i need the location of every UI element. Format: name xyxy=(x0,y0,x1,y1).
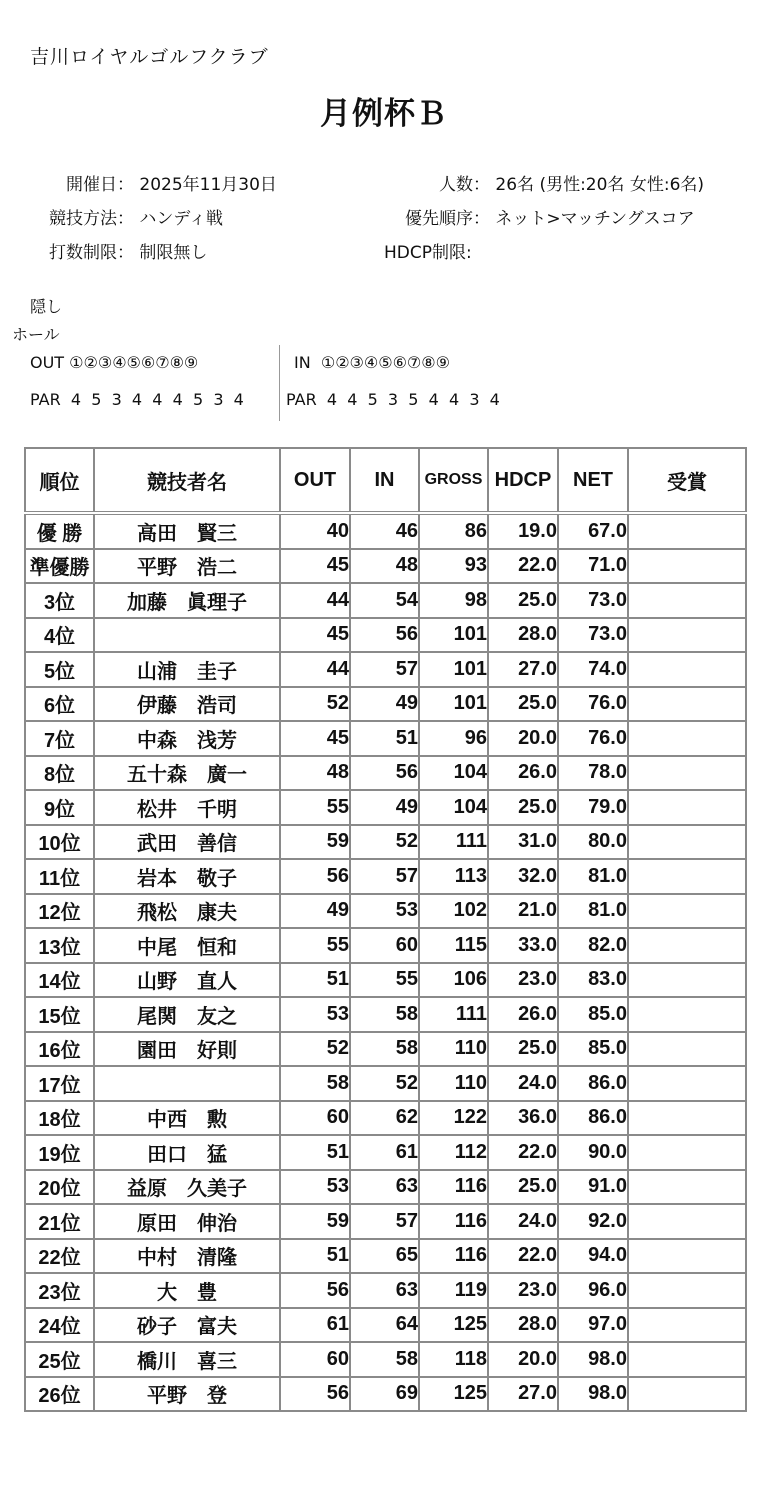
cell-out: 45 xyxy=(280,618,350,653)
header-gross: GROSS xyxy=(419,448,488,513)
cell-out: 52 xyxy=(280,687,350,722)
cell-in: 53 xyxy=(350,894,419,929)
cell-name xyxy=(94,618,280,653)
date-value: 2025年11月30日 xyxy=(139,175,277,195)
cell-rank: 11位 xyxy=(25,859,94,894)
cell-name: 中村 清隆 xyxy=(94,1239,280,1274)
table-row xyxy=(25,825,746,860)
cell-hdcp: 27.0 xyxy=(488,1377,558,1412)
cell-in: 57 xyxy=(350,652,419,687)
cell-rank: 25位 xyxy=(25,1342,94,1377)
cell-hdcp: 32.0 xyxy=(488,859,558,894)
cell-hdcp: 25.0 xyxy=(488,1032,558,1067)
cell-in: 51 xyxy=(350,721,419,756)
cell-net: 76.0 xyxy=(558,721,628,756)
cell-rank: 7位 xyxy=(25,721,94,756)
cell-in: 63 xyxy=(350,1273,419,1308)
cell-gross: 119 xyxy=(419,1273,488,1308)
cell-in: 58 xyxy=(350,1032,419,1067)
participant-count xyxy=(400,170,704,195)
cell-name: 益原 久美子 xyxy=(94,1170,280,1205)
cell-rank: 8位 xyxy=(25,756,94,791)
table-row xyxy=(25,721,746,756)
cell-gross: 98 xyxy=(419,583,488,618)
cell-gross: 113 xyxy=(419,859,488,894)
cell-in: 58 xyxy=(350,1342,419,1377)
table-row xyxy=(25,963,746,998)
cell-out: 51 xyxy=(280,1239,350,1274)
cell-gross: 112 xyxy=(419,1135,488,1170)
cell-out: 59 xyxy=(280,1204,350,1239)
cell-in: 63 xyxy=(350,1170,419,1205)
cell-rank: 16位 xyxy=(25,1032,94,1067)
cell-net: 90.0 xyxy=(558,1135,628,1170)
limit-label: 打数制限： xyxy=(49,243,134,263)
cell-hdcp: 28.0 xyxy=(488,618,558,653)
cell-name: 武田 善信 xyxy=(94,825,280,860)
cell-award xyxy=(628,1101,746,1136)
cell-in: 52 xyxy=(350,1066,419,1101)
cell-rank: 4位 xyxy=(25,618,94,653)
header-row xyxy=(25,448,746,513)
cell-hdcp: 24.0 xyxy=(488,1204,558,1239)
cell-net: 81.0 xyxy=(558,894,628,929)
cell-net: 73.0 xyxy=(558,618,628,653)
cell-in: 58 xyxy=(350,997,419,1032)
limit-value: 制限無し xyxy=(139,243,208,263)
cell-hdcp: 19.0 xyxy=(488,513,558,549)
cell-name: 中西 勲 xyxy=(94,1101,280,1136)
cell-gross: 110 xyxy=(419,1032,488,1067)
cell-out: 55 xyxy=(280,790,350,825)
cell-gross: 116 xyxy=(419,1239,488,1274)
cell-name: 山野 直人 xyxy=(94,963,280,998)
cell-name xyxy=(94,1066,280,1101)
cell-rank: 5位 xyxy=(25,652,94,687)
cell-award xyxy=(628,652,746,687)
cell-gross: 104 xyxy=(419,756,488,791)
cell-award xyxy=(628,928,746,963)
hidden-holes-label-line2: ホール xyxy=(12,325,60,344)
cell-out: 56 xyxy=(280,1377,350,1412)
table-row xyxy=(25,756,746,791)
cell-net: 83.0 xyxy=(558,963,628,998)
cell-out: 60 xyxy=(280,1101,350,1136)
out-hidden-holes: OUT ①②③④⑤⑥⑦⑧⑨ xyxy=(30,353,199,372)
hidden-holes-label-line1: 隠し xyxy=(30,297,63,316)
method-label: 競技方法： xyxy=(49,209,134,229)
cell-gross: 86 xyxy=(419,513,488,549)
cell-out: 56 xyxy=(280,1273,350,1308)
cell-out: 52 xyxy=(280,1032,350,1067)
cell-rank: 17位 xyxy=(25,1066,94,1101)
cell-award xyxy=(628,687,746,722)
header-net: NET xyxy=(558,448,628,513)
table-row xyxy=(25,859,746,894)
cell-net: 92.0 xyxy=(558,1204,628,1239)
cell-in: 60 xyxy=(350,928,419,963)
cell-gross: 125 xyxy=(419,1308,488,1343)
cell-rank: 9位 xyxy=(25,790,94,825)
cell-in: 55 xyxy=(350,963,419,998)
hdcp-limit-label: HDCP制限: xyxy=(384,243,472,263)
event-date xyxy=(30,170,277,195)
cell-name: 加藤 眞理子 xyxy=(94,583,280,618)
cell-rank: 10位 xyxy=(25,825,94,860)
cell-name: 橋川 喜三 xyxy=(94,1342,280,1377)
cell-in: 49 xyxy=(350,790,419,825)
table-row xyxy=(25,1101,746,1136)
cell-in: 61 xyxy=(350,1135,419,1170)
cell-in: 64 xyxy=(350,1308,419,1343)
table-row xyxy=(25,1308,746,1343)
cell-name: 山浦 圭子 xyxy=(94,652,280,687)
cell-out: 55 xyxy=(280,928,350,963)
cell-net: 67.0 xyxy=(558,513,628,549)
cell-award xyxy=(628,1135,746,1170)
table-row xyxy=(25,583,746,618)
cell-name: 高田 賢三 xyxy=(94,513,280,549)
competition-method xyxy=(30,204,223,229)
cell-gross: 111 xyxy=(419,997,488,1032)
table-row xyxy=(25,928,746,963)
cell-rank: 22位 xyxy=(25,1239,94,1274)
cell-gross: 118 xyxy=(419,1342,488,1377)
cell-hdcp: 22.0 xyxy=(488,1135,558,1170)
cell-out: 53 xyxy=(280,997,350,1032)
cell-rank: 24位 xyxy=(25,1308,94,1343)
cell-net: 81.0 xyxy=(558,859,628,894)
cell-hdcp: 25.0 xyxy=(488,790,558,825)
cell-rank: 14位 xyxy=(25,963,94,998)
cell-award xyxy=(628,1032,746,1067)
cell-award xyxy=(628,1308,746,1343)
cell-rank: 6位 xyxy=(25,687,94,722)
cell-award xyxy=(628,894,746,929)
table-row xyxy=(25,1204,746,1239)
cell-in: 69 xyxy=(350,1377,419,1412)
count-label: 人数： xyxy=(439,175,490,195)
cell-hdcp: 25.0 xyxy=(488,583,558,618)
table-row xyxy=(25,513,746,549)
cell-rank: 15位 xyxy=(25,997,94,1032)
cell-award xyxy=(628,1377,746,1412)
cell-name: 原田 伸治 xyxy=(94,1204,280,1239)
cell-award xyxy=(628,825,746,860)
cell-in: 65 xyxy=(350,1239,419,1274)
cell-name: 飛松 康夫 xyxy=(94,894,280,929)
cell-award xyxy=(628,756,746,791)
table-row xyxy=(25,1066,746,1101)
cell-out: 59 xyxy=(280,825,350,860)
cell-net: 91.0 xyxy=(558,1170,628,1205)
cell-name: 平野 浩二 xyxy=(94,549,280,584)
cell-in: 57 xyxy=(350,1204,419,1239)
cell-rank: 優 勝 xyxy=(25,513,94,549)
club-name: 吉川ロイヤルゴルフクラブ xyxy=(30,46,269,68)
table-row xyxy=(25,997,746,1032)
cell-award xyxy=(628,513,746,549)
cell-rank: 26位 xyxy=(25,1377,94,1412)
cell-gross: 101 xyxy=(419,618,488,653)
cell-in: 46 xyxy=(350,513,419,549)
cell-in: 56 xyxy=(350,618,419,653)
cell-hdcp: 28.0 xyxy=(488,1308,558,1343)
out-in-divider xyxy=(279,345,280,421)
cell-hdcp: 20.0 xyxy=(488,721,558,756)
cell-hdcp: 26.0 xyxy=(488,756,558,791)
cell-out: 44 xyxy=(280,583,350,618)
cell-rank: 21位 xyxy=(25,1204,94,1239)
cell-rank: 20位 xyxy=(25,1170,94,1205)
table-row xyxy=(25,790,746,825)
table-row xyxy=(25,687,746,722)
cell-gross: 93 xyxy=(419,549,488,584)
cell-award xyxy=(628,583,746,618)
cell-name: 大 豊 xyxy=(94,1273,280,1308)
cell-award xyxy=(628,618,746,653)
cell-award xyxy=(628,721,746,756)
cell-net: 98.0 xyxy=(558,1342,628,1377)
cell-name: 中森 浅芳 xyxy=(94,721,280,756)
cell-award xyxy=(628,549,746,584)
table-row xyxy=(25,1342,746,1377)
cell-gross: 104 xyxy=(419,790,488,825)
table-row xyxy=(25,1377,746,1412)
cell-net: 76.0 xyxy=(558,687,628,722)
table-row xyxy=(25,1032,746,1067)
table-row xyxy=(25,1273,746,1308)
cell-in: 54 xyxy=(350,583,419,618)
cell-hdcp: 27.0 xyxy=(488,652,558,687)
cell-name: 尾関 友之 xyxy=(94,997,280,1032)
cell-award xyxy=(628,963,746,998)
cell-award xyxy=(628,1204,746,1239)
cell-out: 56 xyxy=(280,859,350,894)
cell-rank: 13位 xyxy=(25,928,94,963)
cell-hdcp: 22.0 xyxy=(488,549,558,584)
cell-gross: 116 xyxy=(419,1170,488,1205)
cell-hdcp: 26.0 xyxy=(488,997,558,1032)
cell-in: 57 xyxy=(350,859,419,894)
cell-rank: 18位 xyxy=(25,1101,94,1136)
priority-order xyxy=(384,204,695,229)
cell-net: 79.0 xyxy=(558,790,628,825)
cell-out: 51 xyxy=(280,1135,350,1170)
out-par-row: PAR 4 5 3 4 4 4 5 3 4 xyxy=(30,390,244,409)
cell-out: 40 xyxy=(280,513,350,549)
cell-hdcp: 31.0 xyxy=(488,825,558,860)
priority-label: 優先順序： xyxy=(405,209,490,229)
cell-net: 98.0 xyxy=(558,1377,628,1412)
cell-in: 52 xyxy=(350,825,419,860)
cell-name: 中尾 恒和 xyxy=(94,928,280,963)
method-value: ハンディ戦 xyxy=(139,209,224,229)
cell-net: 96.0 xyxy=(558,1273,628,1308)
cell-out: 61 xyxy=(280,1308,350,1343)
cell-gross: 101 xyxy=(419,652,488,687)
cell-gross: 111 xyxy=(419,825,488,860)
cell-name: 砂子 富夫 xyxy=(94,1308,280,1343)
cell-name: 田口 猛 xyxy=(94,1135,280,1170)
cell-award xyxy=(628,1342,746,1377)
cell-in: 62 xyxy=(350,1101,419,1136)
cell-hdcp: 24.0 xyxy=(488,1066,558,1101)
cell-out: 45 xyxy=(280,549,350,584)
stroke-limit xyxy=(30,238,207,263)
cell-hdcp: 36.0 xyxy=(488,1101,558,1136)
date-label: 開催日： xyxy=(66,175,134,195)
cell-rank: 準優勝 xyxy=(25,549,94,584)
cell-gross: 101 xyxy=(419,687,488,722)
cell-hdcp: 23.0 xyxy=(488,963,558,998)
cell-name: 園田 好則 xyxy=(94,1032,280,1067)
cell-hdcp: 21.0 xyxy=(488,894,558,929)
cell-hdcp: 23.0 xyxy=(488,1273,558,1308)
cell-name: 岩本 敬子 xyxy=(94,859,280,894)
header-name: 競技者名 xyxy=(94,448,280,513)
cell-out: 60 xyxy=(280,1342,350,1377)
cell-net: 85.0 xyxy=(558,997,628,1032)
header-hdcp: HDCP xyxy=(488,448,558,513)
cell-out: 48 xyxy=(280,756,350,791)
cell-net: 82.0 xyxy=(558,928,628,963)
cell-gross: 115 xyxy=(419,928,488,963)
cell-award xyxy=(628,790,746,825)
cell-out: 44 xyxy=(280,652,350,687)
table-row xyxy=(25,549,746,584)
cell-out: 53 xyxy=(280,1170,350,1205)
cell-name: 五十森 廣一 xyxy=(94,756,280,791)
cell-rank: 12位 xyxy=(25,894,94,929)
results-table xyxy=(24,447,747,1412)
cell-gross: 102 xyxy=(419,894,488,929)
page-title: 月例杯Ｂ xyxy=(320,96,448,132)
cell-hdcp: 20.0 xyxy=(488,1342,558,1377)
cell-name: 松井 千明 xyxy=(94,790,280,825)
cell-rank: 23位 xyxy=(25,1273,94,1308)
cell-hdcp: 33.0 xyxy=(488,928,558,963)
cell-name: 平野 登 xyxy=(94,1377,280,1412)
cell-net: 71.0 xyxy=(558,549,628,584)
cell-out: 51 xyxy=(280,963,350,998)
cell-hdcp: 22.0 xyxy=(488,1239,558,1274)
cell-rank: 19位 xyxy=(25,1135,94,1170)
cell-in: 56 xyxy=(350,756,419,791)
cell-hdcp: 25.0 xyxy=(488,687,558,722)
cell-in: 48 xyxy=(350,549,419,584)
cell-in: 49 xyxy=(350,687,419,722)
cell-out: 58 xyxy=(280,1066,350,1101)
table-row xyxy=(25,894,746,929)
cell-net: 97.0 xyxy=(558,1308,628,1343)
cell-gross: 106 xyxy=(419,963,488,998)
table-row xyxy=(25,1170,746,1205)
cell-gross: 110 xyxy=(419,1066,488,1101)
cell-net: 94.0 xyxy=(558,1239,628,1274)
cell-award xyxy=(628,997,746,1032)
cell-award xyxy=(628,1239,746,1274)
hdcp-limit xyxy=(384,238,472,263)
table-row xyxy=(25,1135,746,1170)
cell-net: 85.0 xyxy=(558,1032,628,1067)
cell-out: 49 xyxy=(280,894,350,929)
cell-name: 伊藤 浩司 xyxy=(94,687,280,722)
cell-rank: 3位 xyxy=(25,583,94,618)
count-value: 26名 (男性:20名 女性:6名) xyxy=(495,175,705,195)
cell-gross: 116 xyxy=(419,1204,488,1239)
cell-gross: 96 xyxy=(419,721,488,756)
in-hidden-holes: IN ①②③④⑤⑥⑦⑧⑨ xyxy=(294,353,450,372)
table-row xyxy=(25,618,746,653)
cell-award xyxy=(628,1273,746,1308)
table-row xyxy=(25,652,746,687)
header-in: IN xyxy=(350,448,419,513)
header-out: OUT xyxy=(280,448,350,513)
cell-award xyxy=(628,859,746,894)
cell-net: 73.0 xyxy=(558,583,628,618)
header-award: 受賞 xyxy=(628,448,746,513)
cell-net: 80.0 xyxy=(558,825,628,860)
in-par-row: PAR 4 4 5 3 5 4 4 3 4 xyxy=(286,390,500,409)
cell-net: 86.0 xyxy=(558,1101,628,1136)
header-rank: 順位 xyxy=(25,448,94,513)
cell-hdcp: 25.0 xyxy=(488,1170,558,1205)
cell-gross: 122 xyxy=(419,1101,488,1136)
cell-out: 45 xyxy=(280,721,350,756)
cell-award xyxy=(628,1066,746,1101)
cell-net: 74.0 xyxy=(558,652,628,687)
priority-value: ネット>マッチングスコア xyxy=(495,209,695,229)
cell-net: 86.0 xyxy=(558,1066,628,1101)
cell-award xyxy=(628,1170,746,1205)
table-row xyxy=(25,1239,746,1274)
cell-net: 78.0 xyxy=(558,756,628,791)
cell-gross: 125 xyxy=(419,1377,488,1412)
